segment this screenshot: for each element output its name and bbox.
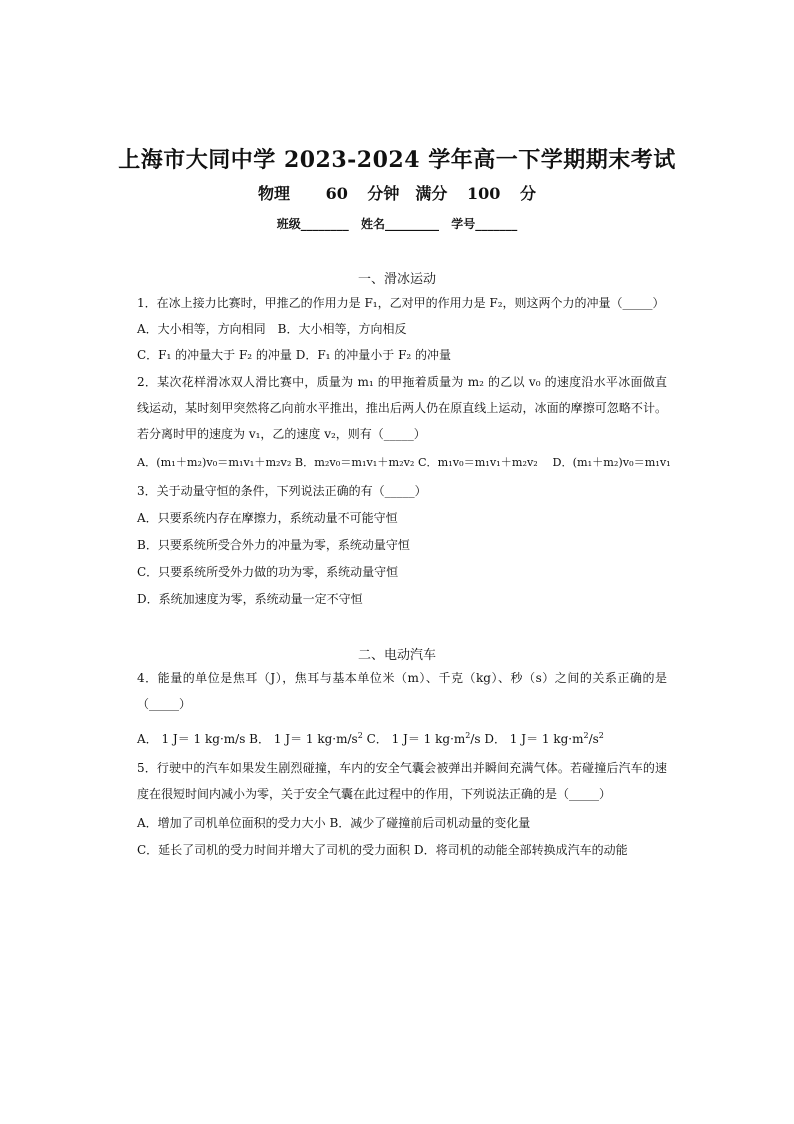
question-4-option-c: C． 1 J＝ 1 kg·m (362, 732, 466, 746)
question-5-options-cd: C．延长了司机的受力时间并增大了司机的受力面积 D．将司机的动能全部转换成汽车的动能 (137, 843, 628, 857)
section-heading-skating: 一、滑冰运动 (357, 272, 436, 287)
question-4-options (137, 731, 667, 747)
exponent: 2 (598, 731, 604, 740)
question-5-stem: 5．行驶中的汽车如果发生剧烈碰撞，车内的安全气囊会被弹出并瞬间充满气体。若碰撞后汽车的速度在很短时间内减小为零，关于安全气囊在此过程中的作用，下列说法正确的是（_____） (137, 761, 667, 801)
question-3-stem: 3．关于动量守恒的条件，下列说法正确的有（_____） (137, 484, 427, 498)
exponent: 2 (465, 731, 471, 740)
exam-title: 上海市大同中学 2023-2024 学年高一下学期期末考试 (118, 147, 676, 173)
question-2-options: A．(m₁＋m₂)v₀＝m₁v₁＋m₂v₂ B．m₂v₀＝m₁v₁＋m₂v₂ C．m₁v₀＝m₁v₁＋m₂v₂ D．(m₁＋m₂)v₀＝m₁v₁ (137, 456, 671, 469)
question-4-option-d-tail: /s (588, 732, 599, 746)
question-1-stem: 1．在冰上接力比赛时，甲推乙的作用力是 F₁，乙对甲的作用力是 F₂，则这两个力的冲量（_____） (137, 296, 665, 310)
question-4-option-b: B． 1 J＝ 1 kg·m/s (249, 732, 358, 746)
student-info-line (0, 215, 794, 232)
question-4-option-a: A． 1 J＝ 1 kg·m/s (137, 732, 250, 746)
question-1-options-cd: C．F₁ 的冲量大于 F₂ 的冲量 D．F₁ 的冲量小于 F₂ 的冲量 (137, 348, 452, 362)
question-3-option-c: C．只要系统所受外力做的功为零，系统动量守恒 (137, 565, 399, 579)
exponent: 2 (583, 731, 589, 740)
exponent: 2 (357, 731, 363, 740)
name-field[interactable]: 姓名_________ (360, 217, 439, 231)
question-4-stem: 4．能量的单位是焦耳（J），焦耳与基本单位米（m）、千克（kg）、秒（s）之间的关系正确的是（_____） (137, 671, 667, 711)
question-4-option-d: D． 1 J＝ 1 kg·m (484, 732, 584, 746)
question-1-options-ab: A．大小相等，方向相同 B．大小相等，方向相反 (137, 322, 407, 336)
exam-subtitle: 物理 60 分钟 满分 100 分 (258, 184, 536, 203)
section-heading-electric-car: 二、电动汽车 (357, 648, 436, 663)
question-3-option-a: A．只要系统内存在摩擦力，系统动量不可能守恒 (137, 511, 398, 525)
question-4-option-c-tail: /s (470, 732, 485, 746)
question-5-options-ab: A．增加了司机单位面积的受力大小 B．减少了碰撞前后司机动量的变化量 (137, 816, 531, 830)
student-id-field[interactable]: 学号_______ (451, 217, 518, 231)
question-3-option-d: D．系统加速度为零，系统动量一定不守恒 (137, 592, 363, 606)
question-3-option-b: B．只要系统所受合外力的冲量为零，系统动量守恒 (137, 538, 410, 552)
class-field[interactable]: 班级________ (276, 217, 349, 231)
question-2-stem: 2．某次花样滑冰双人滑比赛中，质量为 m₁ 的甲拖着质量为 m₂ 的乙以 v₀ 的速度沿水平冰面做直线运动，某时刻甲突然将乙向前水平推出，推出后两人仍在原直线上运动，冰面的摩擦可忽略不计。若分离时甲的速度为 v₁，乙的速度 v₂，则有（_____） (137, 375, 667, 441)
